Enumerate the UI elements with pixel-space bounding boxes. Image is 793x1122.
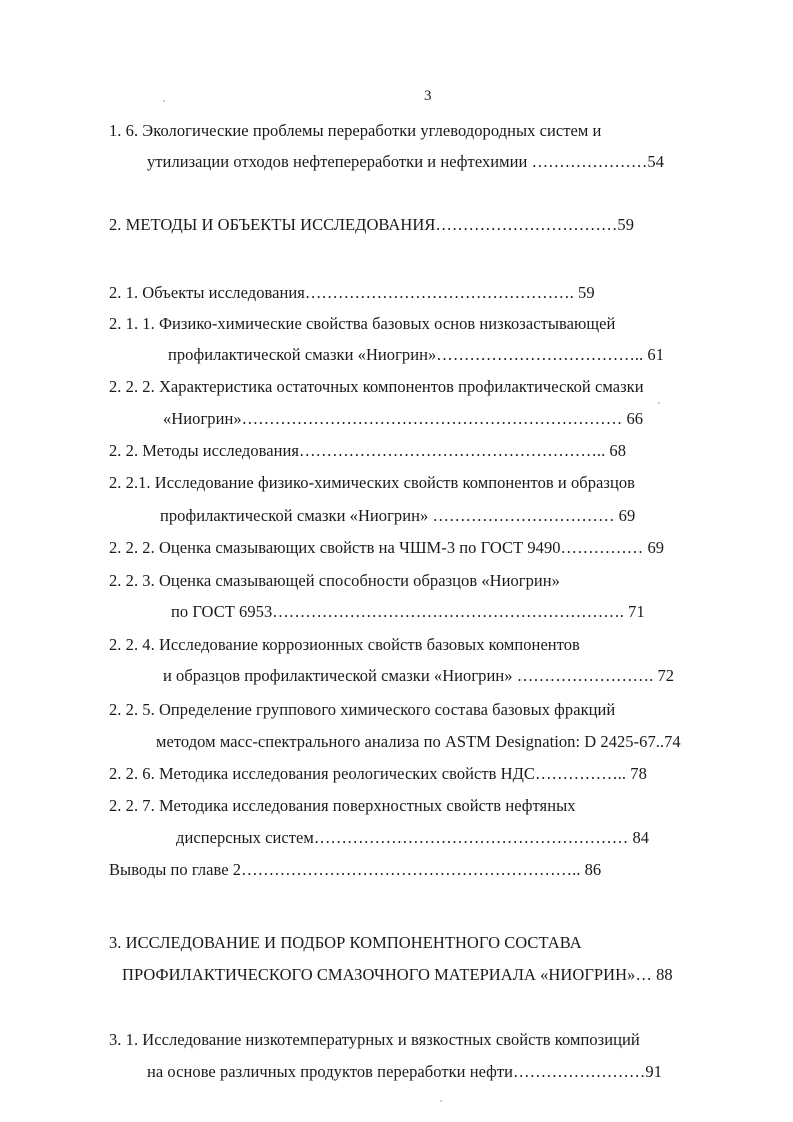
- toc-2-2-2a-cont: «Ниогрин»…………………………………………………………… 66: [163, 409, 644, 428]
- toc-2-2-1-cont: профилактической смазки «Ниогрин» …………………………… 69: [160, 506, 636, 525]
- toc-2-2-3-title: 2. 2. 3. Оценка смазывающей способности образцов «Ниогрин»: [109, 571, 560, 590]
- toc-2-2-1-title: 2. 2.1. Исследование физико-химических свойств компонентов и образцов: [109, 473, 635, 492]
- toc-1-6-cont: утилизации отходов нефтепереработки и нефтехимии …………………54: [147, 152, 665, 171]
- toc-3-1-cont: на основе различных продуктов переработки нефти……………………91: [147, 1062, 663, 1081]
- toc-2-2-2a-title: 2. 2. 2. Характеристика остаточных компонентов профилактической смазки: [109, 377, 644, 396]
- page-number: 3: [424, 88, 432, 104]
- toc-1-6-title: 1. 6. Экологические проблемы переработки углеводородных систем и: [109, 121, 602, 140]
- toc-2-1-1-title: 2. 1. 1. Физико-химические свойства базовых основ низкозастывающей: [109, 314, 616, 333]
- toc-2-2-3-cont: по ГОСТ 6953………………………………………………………. 71: [171, 602, 645, 621]
- toc-conclusions-2: Выводы по главе 2…………………………………………………….. 86: [109, 860, 602, 879]
- toc-2-2-4-cont: и образцов профилактической смазки «Ниогрин» ……………………. 72: [163, 666, 675, 685]
- scan-speck: [658, 402, 660, 404]
- scan-speck: [440, 1100, 442, 1102]
- toc-3-heading: 3. ИССЛЕДОВАНИЕ И ПОДБОР КОМПОНЕНТНОГО СОСТАВА: [109, 933, 582, 952]
- toc-2-2-7-cont: дисперсных систем………………………………………………… 84: [176, 828, 650, 847]
- scan-speck: [163, 100, 165, 102]
- toc-3-heading-cont: ПРОФИЛАКТИЧЕСКОГО СМАЗОЧНОГО МАТЕРИАЛА «НИОГРИН»… 88: [122, 965, 673, 984]
- toc-2-1-1-cont: профилактической смазки «Ниогрин»……………………………….. 61: [168, 345, 665, 364]
- toc-2-2: 2. 2. Методы исследования……………………………………………….. 68: [109, 441, 627, 460]
- toc-2-2-5-title: 2. 2. 5. Определение группового химического состава базовых фракций: [109, 700, 616, 719]
- toc-3-1-title: 3. 1. Исследование низкотемпературных и вязкостных свойств композиций: [109, 1030, 640, 1049]
- toc-2-2-4-title: 2. 2. 4. Исследование коррозионных свойств базовых компонентов: [109, 635, 580, 654]
- toc-2-2-5-cont: методом масс-спектрального анализа по ASTM Designation: D 2425-67..74: [156, 732, 681, 751]
- toc-2-2-6: 2. 2. 6. Методика исследования реологических свойств НДС…………….. 78: [109, 764, 647, 783]
- toc-2-1: 2. 1. Объекты исследования…………………………………………. 59: [109, 283, 595, 302]
- toc-2-2-7-title: 2. 2. 7. Методика исследования поверхностных свойств нефтяных: [109, 796, 576, 815]
- toc-2-heading: 2. МЕТОДЫ И ОБЪЕКТЫ ИССЛЕДОВАНИЯ……………………………59: [109, 215, 635, 234]
- toc-2-2-2b: 2. 2. 2. Оценка смазывающих свойств на ЧШМ-3 по ГОСТ 9490…………… 69: [109, 538, 665, 557]
